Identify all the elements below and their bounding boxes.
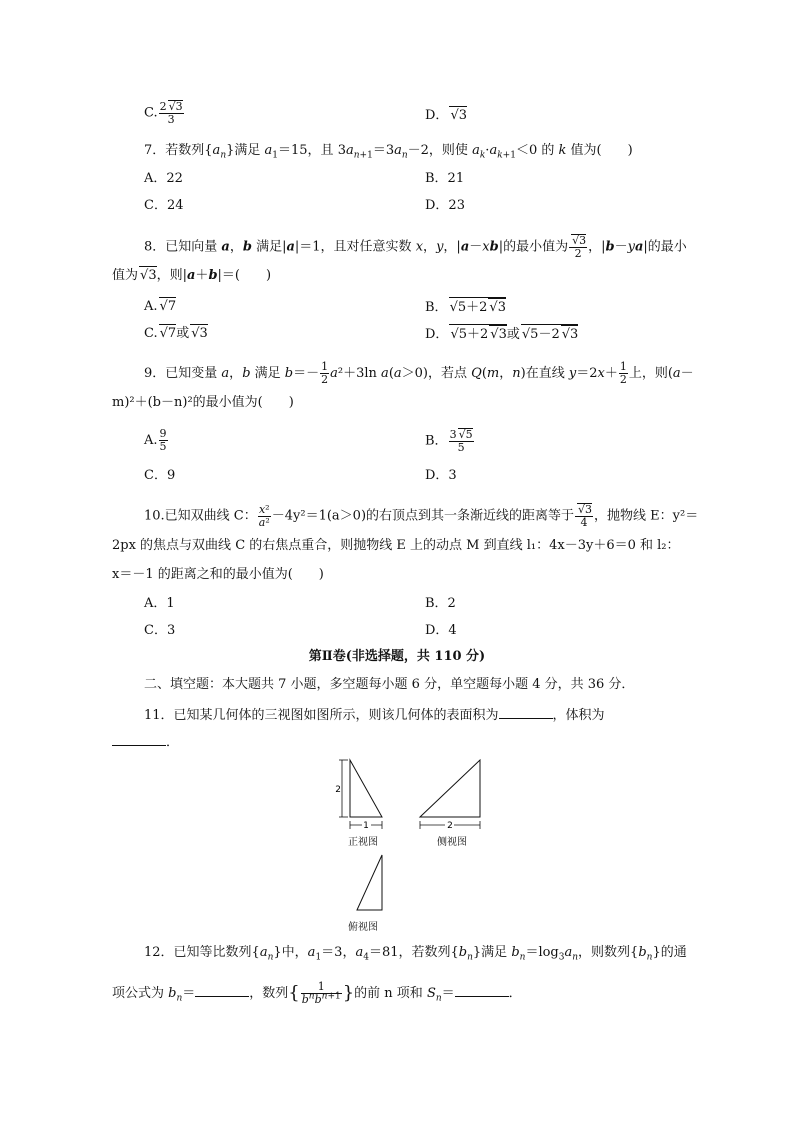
q8-stem-line2: 值为√ 3，则|a＋b|＝( ) <box>112 266 271 285</box>
q8-option-a: A.√ 7 <box>144 297 176 316</box>
q10-option-c: C．3 <box>144 623 176 638</box>
q8-option-d: D．√ 5＋2√ 3或√ 5－2√ 3 <box>425 324 578 344</box>
q11-stem-line2: ． <box>112 733 179 752</box>
q8-option-b: B．√ 5＋2√ 3 <box>425 297 506 317</box>
q12-stem-line1: 12．已知等比数列$\{a_n\}$中，$a_1=3$，$a_4=81$，若数列$\{b_n\}$满足 $b_n=\log_3a_n$，则数列$\{b_n\}$的通 <box>144 945 687 963</box>
q6-option-d: D．√ 3 <box>425 106 467 125</box>
q8-option-c: C.√ 7或√ 3 <box>144 324 208 343</box>
q9-stem-line1: 9．已知变量 a，b 满足 b＝－ $\frac{1}{2}$ a²＋3ln a(a＞0)，若点 Q(m，n)在直线 y＝2x＋ $\frac{1}{2}$ 上，则(a－ <box>144 360 694 386</box>
q7-stem: 7．若数列$\{a_n\}$满足 $a_1=15$，且 $3a_{n+1}=3a_n-2$，则使 $a_k\cdot a_{k+1}<0$ 的 k 值为( ) <box>144 143 633 161</box>
section-intro: 二、填空题：本大题共 7 小题，多空题每小题 6 分，单空题每小题 4 分，共 36 分． <box>144 677 635 692</box>
q10-option-a: A．1 <box>144 596 175 611</box>
front-view <box>350 760 382 817</box>
q7-option-b: B．21 <box>425 171 465 186</box>
section-title: 第Ⅱ卷(非选择题，共 110 分) <box>308 649 486 664</box>
front-view-label: 正视图 <box>348 837 378 848</box>
front-width-label: 1 <box>363 821 369 831</box>
q10-stem-line2: 2px 的焦点与双曲线 C 的右焦点重合，则抛物线 E 上的动点 M 到直线 l₁：4x－3y＋6＝0 和 l₂： <box>112 538 680 553</box>
q12-answer-blank-sn[interactable] <box>455 984 509 997</box>
q11-answer-blank-volume[interactable] <box>112 733 166 746</box>
q12-stem-line2: 项公式为 $b_n=$ ，数列{ $\frac{1}{b^nb^{n+1}}$ }的前 n 项和 $S_n=$ ． <box>112 980 522 1006</box>
top-view <box>357 855 382 910</box>
q7-option-c: C．24 <box>144 198 184 213</box>
q8-stem-line1: 8．已知向量 a，b 满足|a|＝1，且对任意实数 x，y，|a－xb|的最小值为 √ $\frac{3}{2}$ ，|b－ya|的最小 <box>144 234 687 260</box>
q11-answer-blank-area[interactable] <box>499 706 553 719</box>
q7-option-a: A．22 <box>144 171 183 186</box>
q9-stem-line2: m)²＋(b－n)²的最小值为( ) <box>112 395 294 410</box>
side-view-label: 侧视图 <box>437 837 467 848</box>
q9-option-b: B． $\frac{3√ 5}{5}$ <box>425 428 475 454</box>
q9-option-a: A. $\frac{9}{5}$ <box>144 427 167 453</box>
q7-option-d: D．23 <box>425 198 465 213</box>
q12-answer-blank-bn[interactable] <box>195 984 249 997</box>
side-width-label: 2 <box>447 821 453 831</box>
front-height-label: 2 <box>335 785 341 795</box>
top-view-label: 俯视图 <box>348 922 378 933</box>
q10-option-b: B．2 <box>425 596 456 611</box>
q10-option-d: D．4 <box>425 623 457 638</box>
q9-option-c: C．9 <box>144 468 176 483</box>
q6-option-c: C. $\frac{2√ 3}{3}$ <box>144 100 185 126</box>
q9-option-d: D．3 <box>425 468 457 483</box>
side-view <box>420 760 480 817</box>
q10-stem-line1: 10.已知双曲线 C： $\frac{\text{x²}}{\text{a²}}$ －4y²＝1(a＞0)的右顶点到其一条渐近线的距离等于 √ $\frac{3}{4}$ ，抛物线 E：y²＝ <box>144 503 698 529</box>
q11-stem-line1: 11．已知某几何体的三视图如图所示，则该几何体的表面积为 ，体积为 <box>144 708 605 723</box>
q10-stem-line3: x＝－1 的距离之和的最小值为( ) <box>112 567 324 582</box>
